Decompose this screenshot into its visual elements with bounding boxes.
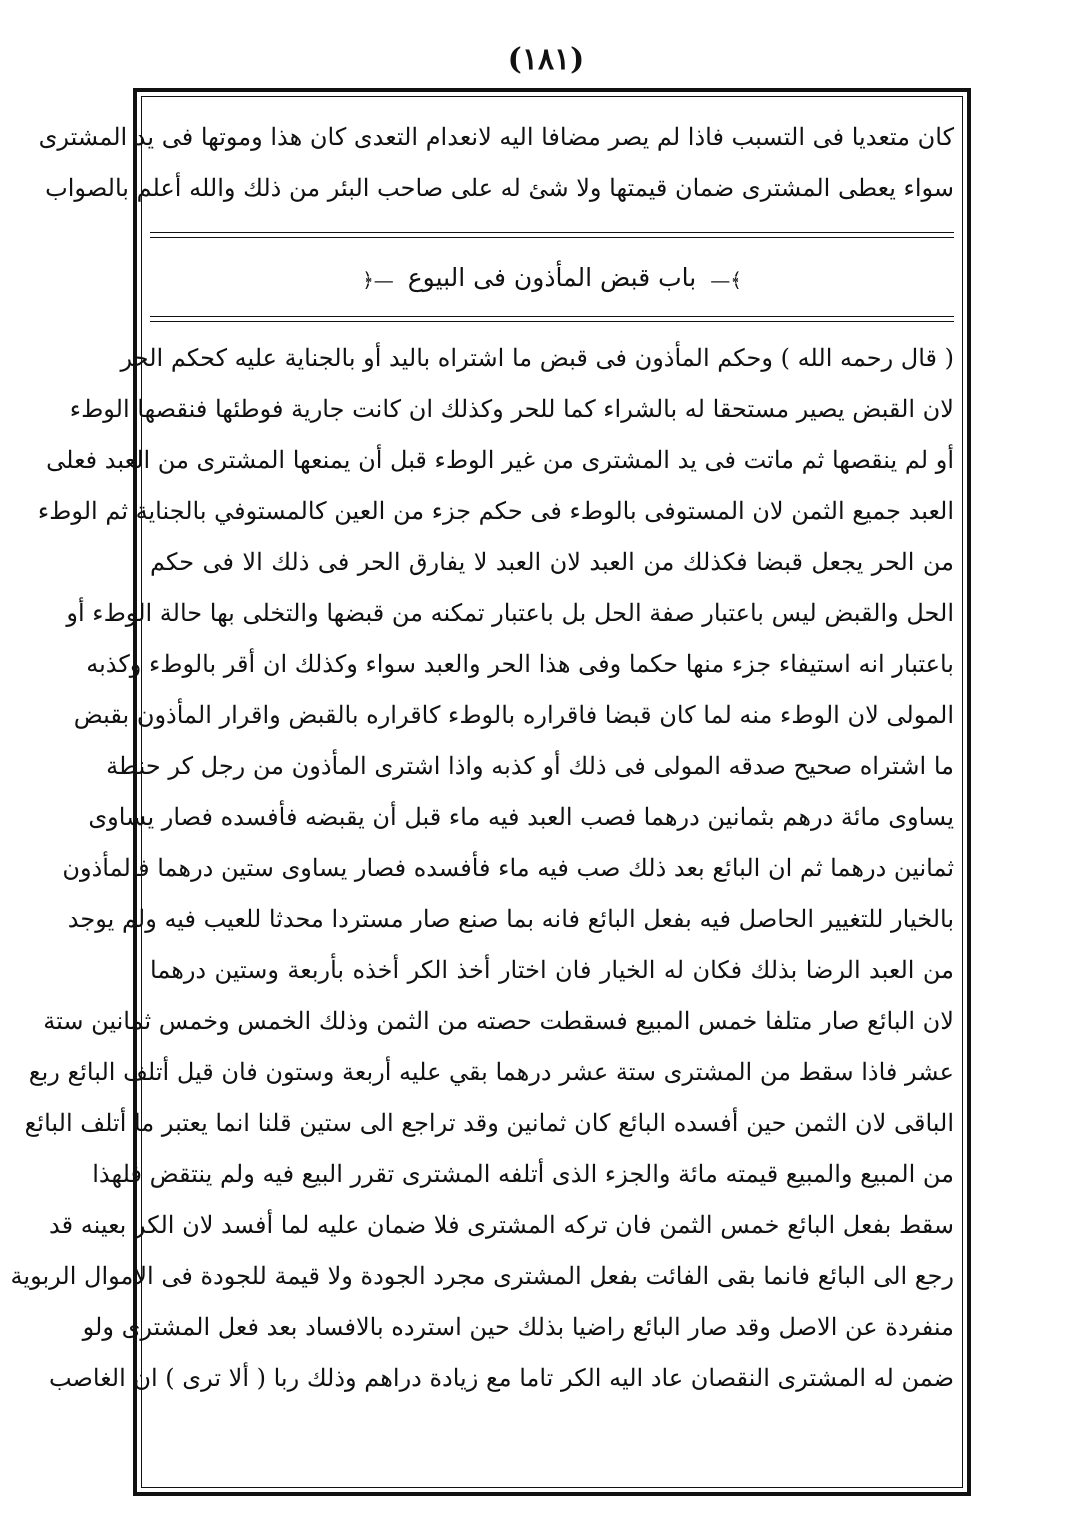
text-line: لان القبض يصير مستحقا له بالشراء كما للحر وكذلك ان كانت جارية فوطئها فنقصها الوطء (69, 395, 954, 423)
text-line: منفردة عن الاصل وقد صار البائع راضيا بذلك حين استرده بالافساد بعد فعل المشترى ولو (82, 1313, 954, 1341)
text-line: الباقى لان الثمن حين أفسده البائع كان ثمانين وقد تراجع الى ستين قلنا انما يعتبر ما أتلف البائع (24, 1109, 954, 1137)
ornament-left: —﴿ (362, 267, 394, 292)
top-paragraph (38, 112, 954, 214)
main-text (10, 333, 954, 1404)
text-line: ما اشتراه صحيح صدقه المولى فى ذلك أو كذبه واذا اشترى المأذون من رجل كر حنطة (106, 752, 954, 780)
page-number: (١٨١) (507, 42, 585, 77)
text-line: من الحر يجعل قبضا فكذلك من العبد لان العبد لا يفارق الحر فى ذلك الا فى حكم (150, 548, 954, 576)
text-line: يساوى مائة درهم بثمانين درهما فصب العبد فيه ماء قبل أن يقبضه فأفسده فصار يساوى (88, 803, 954, 831)
text-line: ( قال رحمه الله ) وحكم المأذون فى قبض ما اشتراه باليد أو بالجناية عليه كحكم الحر (120, 344, 954, 372)
text-line: العبد جميع الثمن لان المستوفى بالوطء فى حكم جزء من العين كالمستوفي بالجناية ثم الوطء (37, 497, 954, 525)
section-divider-bottom (150, 316, 954, 322)
text-line: أو لم ينقصها ثم ماتت فى يد المشترى من غير الوطء قبل أن يمنعها المشترى من العبد فعلى (46, 446, 954, 474)
ornament-right: ﴾— (710, 267, 742, 292)
text-line: الحل والقبض ليس باعتبار صفة الحل بل باعتبار تمكنه من قبضها والتخلى بها حالة الوطء أو (66, 599, 954, 627)
text-line: بالخيار للتغيير الحاصل فيه بفعل البائع فانه بما صنع صار مستردا محدثا للعيب فيه ولم يوجد (67, 905, 954, 933)
text-line: رجع الى البائع فانما بقى الفائت بفعل المشترى مجرد الجودة ولا قيمة للجودة فى الاموال الربوية (10, 1262, 954, 1290)
chapter-heading (150, 250, 954, 306)
text-line: عشر فاذا سقط من المشترى ستة عشر درهما بقي عليه أربعة وستون فان قيل أتلف البائع ربع (28, 1058, 954, 1086)
text-line: من المبيع والمبيع قيمته مائة والجزء الذى أتلفه المشترى تقرر البيع فيه ولم ينتقض فلهذا (92, 1160, 954, 1188)
section-divider-top (150, 232, 954, 238)
text-line: باعتبار انه استيفاء جزء منها حكما وفى هذا الحر والعبد سواء وكذلك ان أقر بالوطء وكذبه (86, 650, 954, 678)
chapter-title: باب قبض المأذون فى البيوع (407, 263, 697, 292)
text-line: لان البائع صار متلفا خمس المبيع فسقطت حصته من الثمن وذلك الخمس وخمس ثمانين ستة (43, 1007, 954, 1035)
text-line: ثمانين درهما ثم ان البائع بعد ذلك صب فيه ماء فأفسده فصار يساوى ستين درهما فالمأذون (62, 854, 954, 882)
text-line: المولى لان الوطء منه لما كان قبضا فاقراره بالوطء كاقراره بالقبض واقرار المأذون بقبض (73, 701, 954, 729)
text-line: سقط بفعل البائع خمس الثمن فان تركه المشترى فلا ضمان عليه لما أفسد لان الكر بعينه قد (49, 1211, 954, 1239)
text-line: سواء يعطى المشترى ضمان قيمتها ولا شئ له على صاحب البئر من ذلك والله أعلم بالصواب (45, 174, 954, 202)
text-line: ضمن له المشترى النقصان عاد اليه الكر تاما مع زيادة دراهم وذلك ربا ( ألا ترى ) ان الغاصب (48, 1364, 954, 1392)
text-line: كان متعديا فى التسبب فاذا لم يصر مضافا اليه لانعدام التعدى كان هذا وموتها فى يد المشترى (38, 123, 954, 151)
text-line: من العبد الرضا بذلك فكان له الخيار فان اختار أخذ الكر أخذه بأربعة وستين درهما (150, 956, 954, 984)
